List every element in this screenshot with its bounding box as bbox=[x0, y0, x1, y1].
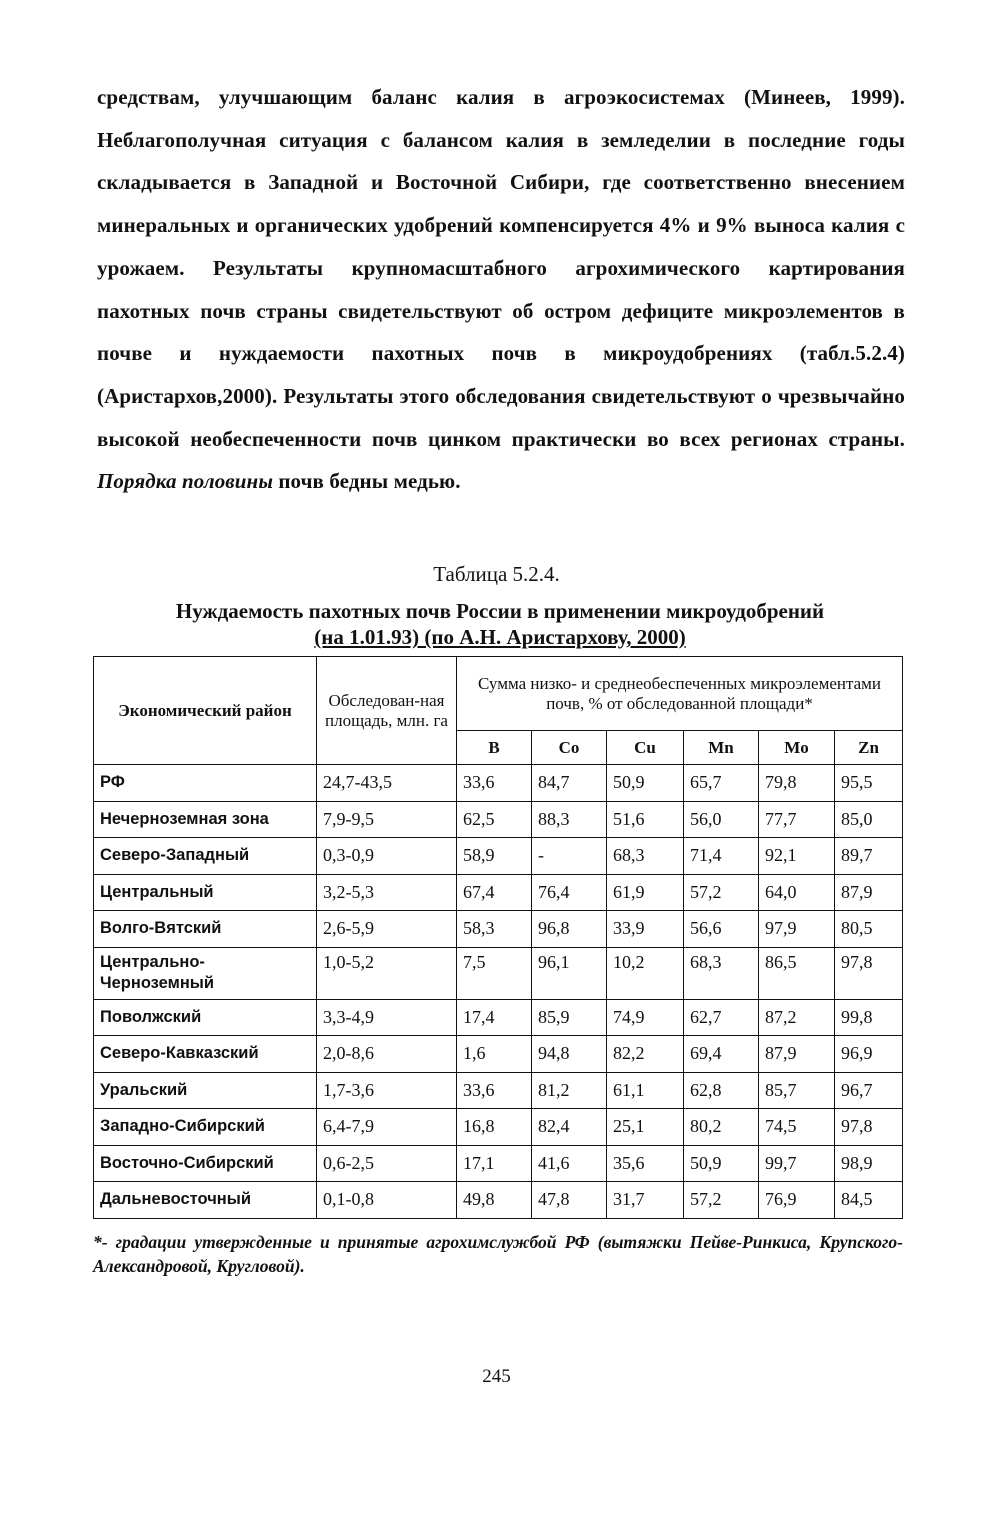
row-area: 1,0-5,2 bbox=[317, 947, 457, 999]
row-value: 61,9 bbox=[607, 874, 684, 911]
row-value: 50,9 bbox=[684, 1145, 759, 1182]
row-region: Северо-Кавказский bbox=[94, 1036, 317, 1073]
row-value: 84,5 bbox=[835, 1182, 903, 1219]
microelements-table bbox=[93, 656, 903, 1219]
row-value: 88,3 bbox=[532, 801, 607, 838]
row-value: 41,6 bbox=[532, 1145, 607, 1182]
row-value: 77,7 bbox=[759, 801, 835, 838]
row-region: Восточно-Сибирский bbox=[94, 1145, 317, 1182]
paragraph-italic-text: Порядка половины bbox=[97, 469, 273, 494]
row-area: 2,6-5,9 bbox=[317, 911, 457, 948]
row-value: 95,5 bbox=[835, 765, 903, 802]
row-value: 85,9 bbox=[532, 999, 607, 1036]
table-row bbox=[94, 1145, 903, 1182]
row-region: РФ bbox=[94, 765, 317, 802]
row-value: 17,1 bbox=[457, 1145, 532, 1182]
table-row bbox=[94, 838, 903, 875]
row-value: 80,5 bbox=[835, 911, 903, 948]
row-value: 86,5 bbox=[759, 947, 835, 999]
row-value: 10,2 bbox=[607, 947, 684, 999]
row-value: 92,1 bbox=[759, 838, 835, 875]
row-value: 81,2 bbox=[532, 1072, 607, 1109]
row-region: Дальневосточный bbox=[94, 1182, 317, 1219]
row-value: 33,9 bbox=[607, 911, 684, 948]
header-element-co: Co bbox=[532, 731, 607, 765]
row-value: 51,6 bbox=[607, 801, 684, 838]
header-element-mn: Mn bbox=[684, 731, 759, 765]
row-value: 58,9 bbox=[457, 838, 532, 875]
row-area: 1,7-3,6 bbox=[317, 1072, 457, 1109]
row-value: 56,0 bbox=[684, 801, 759, 838]
row-value: 57,2 bbox=[684, 874, 759, 911]
row-region: Центральный bbox=[94, 874, 317, 911]
table-title bbox=[95, 598, 905, 650]
row-value: 96,8 bbox=[532, 911, 607, 948]
row-value: 74,9 bbox=[607, 999, 684, 1036]
row-region: Волго-Вятский bbox=[94, 911, 317, 948]
header-element-b: B bbox=[457, 731, 532, 765]
row-area: 3,3-4,9 bbox=[317, 999, 457, 1036]
table-row bbox=[94, 947, 903, 999]
table-row bbox=[94, 1109, 903, 1146]
row-region: Центрально-Черноземный bbox=[94, 947, 317, 999]
row-value: 76,9 bbox=[759, 1182, 835, 1219]
row-value: 97,8 bbox=[835, 947, 903, 999]
row-value: 33,6 bbox=[457, 765, 532, 802]
row-value: 49,8 bbox=[457, 1182, 532, 1219]
row-value: 58,3 bbox=[457, 911, 532, 948]
table-row bbox=[94, 911, 903, 948]
row-value: 67,4 bbox=[457, 874, 532, 911]
row-value: 85,7 bbox=[759, 1072, 835, 1109]
row-value: 85,0 bbox=[835, 801, 903, 838]
row-value: 87,9 bbox=[759, 1036, 835, 1073]
row-area: 6,4-7,9 bbox=[317, 1109, 457, 1146]
row-area: 0,6-2,5 bbox=[317, 1145, 457, 1182]
row-value: 96,7 bbox=[835, 1072, 903, 1109]
table-row bbox=[94, 1182, 903, 1219]
row-value: 74,5 bbox=[759, 1109, 835, 1146]
table-row bbox=[94, 1036, 903, 1073]
row-value: 56,6 bbox=[684, 911, 759, 948]
table-row bbox=[94, 1072, 903, 1109]
table-row bbox=[94, 874, 903, 911]
header-region: Экономический район bbox=[94, 657, 317, 765]
row-value: 97,8 bbox=[835, 1109, 903, 1146]
row-region: Северо-Западный bbox=[94, 838, 317, 875]
row-value: 94,8 bbox=[532, 1036, 607, 1073]
row-area: 3,2-5,3 bbox=[317, 874, 457, 911]
row-area: 2,0-8,6 bbox=[317, 1036, 457, 1073]
row-value: 62,8 bbox=[684, 1072, 759, 1109]
table-row bbox=[94, 765, 903, 802]
paragraph-text: средствам, улучшающим баланс калия в агроэкосистемах (Минеев, 1999). Неблагополучная ситуация с балансом калия в земледелии в последние годы складывается в Западной и Восточной Сибири, где соответственно внесением минеральных и органических удобрений компенсируется 4% и 9% выноса калия с урожаем. Результаты крупномасштабного агрохимического картирования пахотных почв страны свидетельствуют об остром дефиците микроэлементов в почве и нуждаемости пахотных почв в микроудобрениях (табл.5.2.4) (Аристархов,2000). Результаты этого обследования свидетельствуют о чрезвычайно высокой необеспеченности почв цинком практически во всех регионах страны. bbox=[97, 85, 905, 451]
row-value: - bbox=[532, 838, 607, 875]
row-value: 17,4 bbox=[457, 999, 532, 1036]
table-footnote: *- градации утвержденные и принятые агрохимслужбой РФ (вытяжки Пейве-Ринкиса, Крупского-Александровой, Кругловой). bbox=[93, 1232, 903, 1276]
row-value: 80,2 bbox=[684, 1109, 759, 1146]
row-value: 25,1 bbox=[607, 1109, 684, 1146]
row-region: Западно-Сибирский bbox=[94, 1109, 317, 1146]
row-value: 64,0 bbox=[759, 874, 835, 911]
header-element-cu: Cu bbox=[607, 731, 684, 765]
row-value: 99,8 bbox=[835, 999, 903, 1036]
row-area: 0,3-0,9 bbox=[317, 838, 457, 875]
row-value: 16,8 bbox=[457, 1109, 532, 1146]
row-value: 87,9 bbox=[835, 874, 903, 911]
table-row bbox=[94, 801, 903, 838]
row-area: 24,7-43,5 bbox=[317, 765, 457, 802]
row-value: 79,8 bbox=[759, 765, 835, 802]
row-value: 96,1 bbox=[532, 947, 607, 999]
header-element-mo: Mo bbox=[759, 731, 835, 765]
table-number: Таблица 5.2.4. bbox=[433, 562, 560, 586]
row-value: 31,7 bbox=[607, 1182, 684, 1219]
row-region: Уральский bbox=[94, 1072, 317, 1109]
body-paragraph bbox=[97, 76, 905, 503]
row-value: 57,2 bbox=[684, 1182, 759, 1219]
row-value: 98,9 bbox=[835, 1145, 903, 1182]
row-value: 1,6 bbox=[457, 1036, 532, 1073]
table-title-line1: Нуждаемость пахотных почв России в применении микроудобрений bbox=[175, 599, 825, 623]
row-value: 89,7 bbox=[835, 838, 903, 875]
row-value: 62,7 bbox=[684, 999, 759, 1036]
row-region: Нечерноземная зона bbox=[94, 801, 317, 838]
row-value: 62,5 bbox=[457, 801, 532, 838]
row-value: 82,2 bbox=[607, 1036, 684, 1073]
row-region: Поволжский bbox=[94, 999, 317, 1036]
row-value: 33,6 bbox=[457, 1072, 532, 1109]
row-value: 99,7 bbox=[759, 1145, 835, 1182]
row-value: 35,6 bbox=[607, 1145, 684, 1182]
row-value: 65,7 bbox=[684, 765, 759, 802]
row-area: 7,9-9,5 bbox=[317, 801, 457, 838]
header-area: Обследован-ная площадь, млн. га bbox=[317, 657, 457, 765]
row-value: 69,4 bbox=[684, 1036, 759, 1073]
row-value: 97,9 bbox=[759, 911, 835, 948]
row-value: 96,9 bbox=[835, 1036, 903, 1073]
row-value: 82,4 bbox=[532, 1109, 607, 1146]
row-value: 50,9 bbox=[607, 765, 684, 802]
row-value: 76,4 bbox=[532, 874, 607, 911]
row-value: 84,7 bbox=[532, 765, 607, 802]
row-value: 68,3 bbox=[607, 838, 684, 875]
table-header-row bbox=[94, 657, 903, 731]
page-number: 245 bbox=[482, 1366, 511, 1387]
table-row bbox=[94, 999, 903, 1036]
row-value: 68,3 bbox=[684, 947, 759, 999]
row-value: 47,8 bbox=[532, 1182, 607, 1219]
row-value: 87,2 bbox=[759, 999, 835, 1036]
paragraph-end-text: почв бедны медью. bbox=[278, 469, 461, 494]
table-title-line2: (на 1.01.93) (по А.Н. Аристархову, 2000) bbox=[314, 625, 686, 649]
header-element-zn: Zn bbox=[835, 731, 903, 765]
row-area: 0,1-0,8 bbox=[317, 1182, 457, 1219]
row-value: 7,5 bbox=[457, 947, 532, 999]
row-value: 71,4 bbox=[684, 838, 759, 875]
header-sum: Сумма низко- и среднеобеспеченных микроэлементами почв, % от обследованной площади* bbox=[457, 657, 903, 731]
row-value: 61,1 bbox=[607, 1072, 684, 1109]
